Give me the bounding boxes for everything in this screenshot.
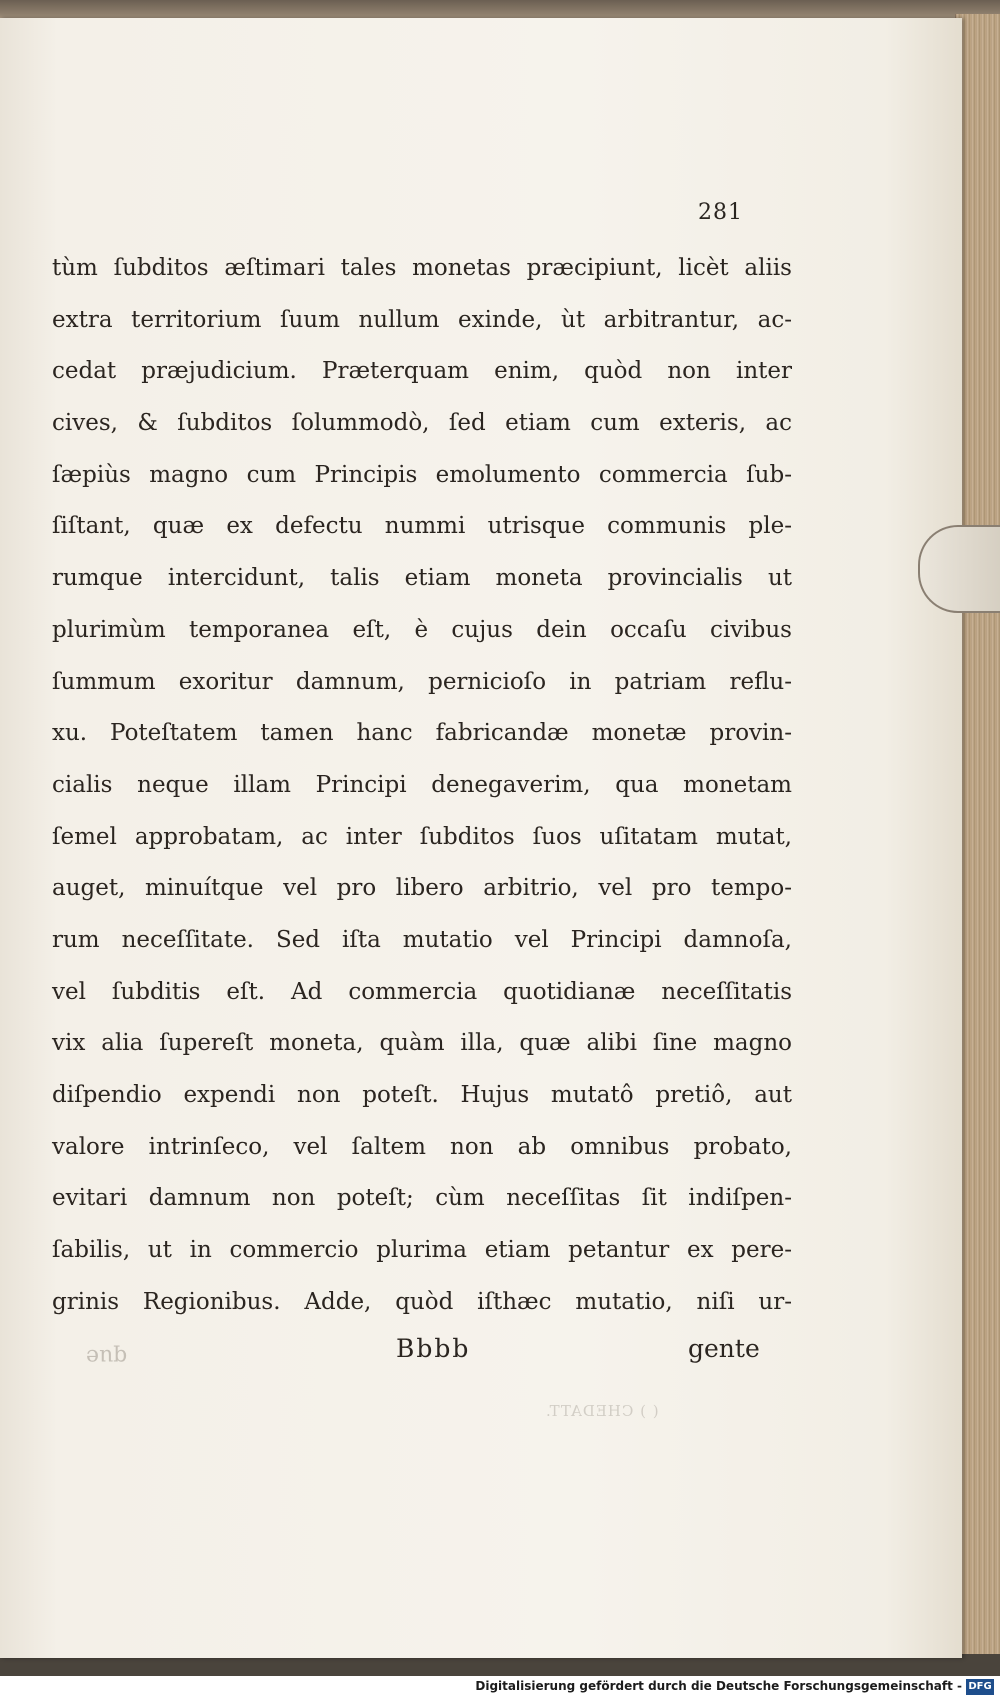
text-line: cedat præjudicium. Præterquam enim, quòd non inter [52,358,792,385]
body-text [52,243,792,1328]
text-line: cialis neque illam Principi denegaverim, qua monetam [52,771,792,798]
text-line: vix alia ſupereſt moneta, quàm illa, quæ alibi ſine magno [52,1030,792,1057]
text-line: ſemel approbatam, ac inter ſubditos ſuos uſitatam mutat, [52,823,792,850]
book-page [0,18,962,1658]
signature-mark: Bbbb [396,1334,471,1363]
text-line: auget, minuítque vel pro libero arbitrio, vel pro tempo- [52,875,792,902]
text-line: ſiſtant, quæ ex defectu nummi utrisque communis ple- [52,513,792,540]
text-line: ſæpiùs magno cum Principis emolumento commercia ſub- [52,461,792,488]
bleed-through-stamp: ( ) CHEDATT. [545,1402,659,1420]
catchword: gente [688,1334,760,1363]
text-line: ſabilis, ut in commercio plurima etiam petantur ex pere- [52,1237,792,1264]
paper-tab [918,525,1000,613]
text-line: vel ſubditis eſt. Ad commercia quotidianæ neceſſitatis [52,978,792,1005]
text-line: grinis Regionibus. Adde, quòd iſthæc mutatio, niſi ur- [52,1288,792,1315]
text-line: rum neceſſitate. Sed iſta mutatio vel Principi damnoſa, [52,926,792,953]
digitization-credit: Digitalisierung gefördert durch die Deutsche Forschungsgemeinschaft - [475,1679,962,1693]
dfg-logo: DFG [966,1679,994,1695]
footer-bar [0,1676,1000,1700]
text-line: plurimùm temporanea eſt, è cujus dein occaſu civibus [52,616,792,643]
text-line: extra territorium ſuum nullum exinde, ùt arbitrantur, ac- [52,306,792,333]
bleed-through-text: que [86,1344,128,1369]
text-line: diſpendio expendi non poteſt. Hujus mutatô pretiô, aut [52,1082,792,1108]
text-line: valore intrinſeco, vel ſaltem non ab omnibus probato, [52,1133,792,1160]
page-number: 281 [698,200,743,225]
text-line: cives, & ſubditos ſolummodò, ſed etiam cum exteris, ac [52,410,792,437]
text-line: xu. Poteſtatem tamen hanc fabricandæ monetæ provin- [52,720,792,747]
text-line: evitari damnum non poteſt; cùm neceſſitas ſit indiſpen- [52,1185,792,1212]
text-line: tùm ſubditos æſtimari tales monetas præcipiunt, licèt aliis [52,255,792,281]
text-line: ſummum exoritur damnum, pernicioſo in patriam reflu- [52,668,792,695]
text-line: rumque intercidunt, talis etiam moneta provincialis ut [52,565,792,592]
